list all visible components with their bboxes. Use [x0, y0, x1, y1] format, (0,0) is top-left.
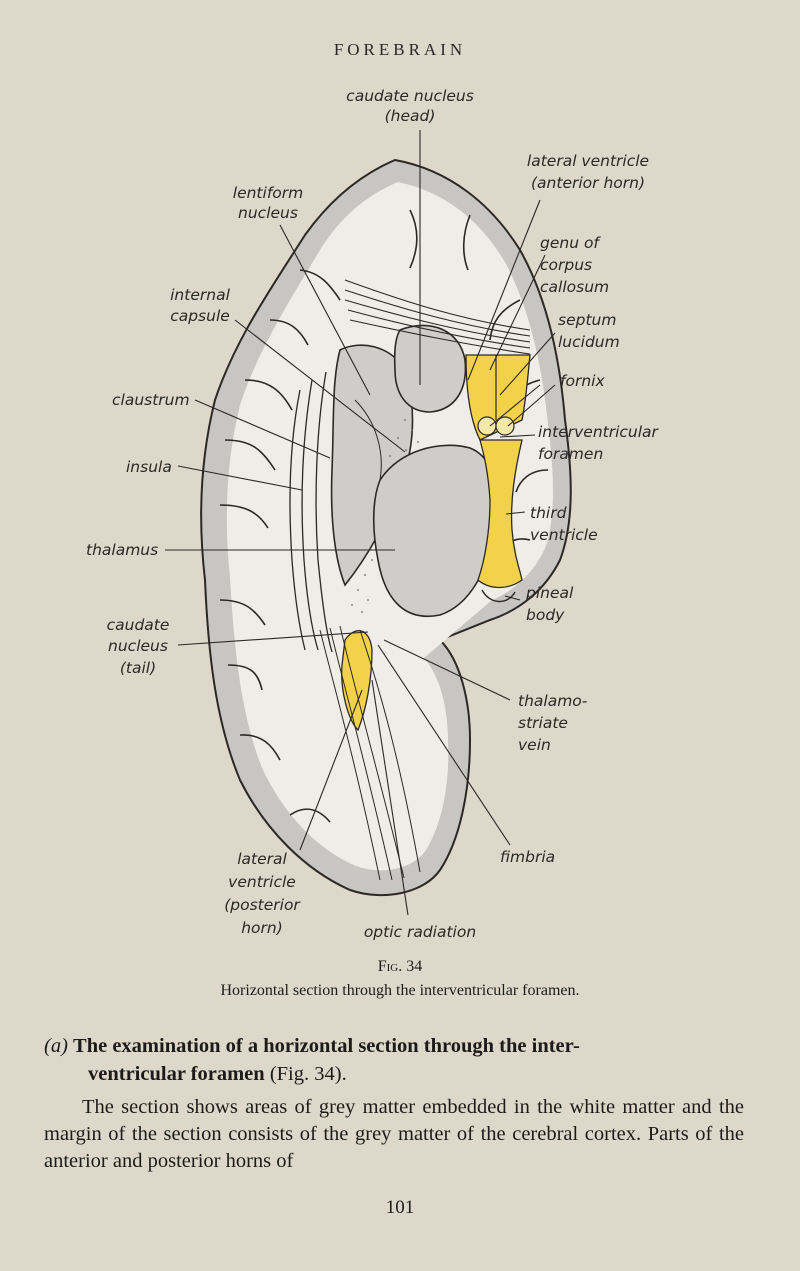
- figure-number: Fig. 34: [377, 958, 423, 975]
- label-lateral-ventricle-anterior-sub: (anterior horn): [531, 174, 645, 192]
- label-genu-3: callosum: [540, 278, 610, 296]
- label-pineal: pineal: [526, 584, 574, 602]
- label-internal-capsule: internal: [170, 286, 230, 304]
- section-heading: [44, 1032, 756, 1088]
- label-interventricular-sub: foramen: [538, 445, 604, 463]
- section-figure-ref: (Fig. 34).: [269, 1063, 347, 1085]
- label-thalamostriate-3: vein: [518, 736, 551, 754]
- label-thalamostriate: thalamo-: [518, 692, 588, 710]
- label-lateral-ventricle-posterior-3: (posterior: [224, 896, 300, 914]
- label-fimbria: fimbria: [500, 848, 556, 866]
- page-number: 101: [385, 1197, 415, 1218]
- label-internal-capsule-sub: capsule: [170, 307, 230, 325]
- label-thalamus: thalamus: [86, 541, 159, 559]
- label-lateral-ventricle-anterior: lateral ventricle: [526, 152, 650, 170]
- label-lentiform: lentiform: [232, 184, 304, 202]
- label-thalamostriate-2: striate: [518, 714, 568, 732]
- label-septum-sub: lucidum: [558, 333, 620, 351]
- label-third-ventricle: third: [530, 504, 567, 522]
- running-head: FOREBRAIN: [333, 40, 467, 59]
- label-caudate-head: caudate nucleus: [346, 87, 474, 105]
- label-lateral-ventricle-posterior-2: ventricle: [228, 873, 296, 891]
- label-caudate-tail: caudate: [106, 616, 170, 634]
- label-fornix: fornix: [560, 372, 605, 390]
- label-third-ventricle-sub: ventricle: [530, 526, 598, 544]
- label-insula: insula: [126, 458, 172, 476]
- label-genu-2: corpus: [540, 256, 593, 274]
- label-lateral-ventricle-posterior-4: horn): [241, 919, 283, 937]
- label-lateral-ventricle-posterior: lateral: [237, 850, 287, 868]
- label-interventricular: interventricular: [538, 423, 658, 441]
- section-heading-line2: ventricular foramen: [88, 1063, 265, 1085]
- figure-caption: Horizontal section through the interventricular foramen.: [220, 982, 580, 999]
- section-heading-line1: The examination of a horizontal section through the inter-: [73, 1035, 580, 1057]
- caudate-head: [395, 325, 466, 412]
- section-number: (a): [44, 1035, 68, 1057]
- label-optic-radiation: optic radiation: [363, 923, 477, 941]
- label-caudate-head-sub: (head): [384, 107, 436, 125]
- label-claustrum: claustrum: [112, 391, 190, 409]
- label-caudate-tail-3: (tail): [119, 659, 157, 677]
- label-caudate-tail-2: nucleus: [108, 637, 168, 655]
- label-genu: genu of: [540, 234, 599, 252]
- label-septum: septum: [558, 311, 617, 329]
- label-pineal-sub: body: [526, 606, 565, 624]
- body-paragraph: The section shows areas of grey matter embedded in the white matter and the margin of the section consists of the grey matter of the cerebral cortex. Parts of the anterior and posterior horns of: [44, 1096, 744, 1172]
- label-lentiform-sub: nucleus: [238, 204, 298, 222]
